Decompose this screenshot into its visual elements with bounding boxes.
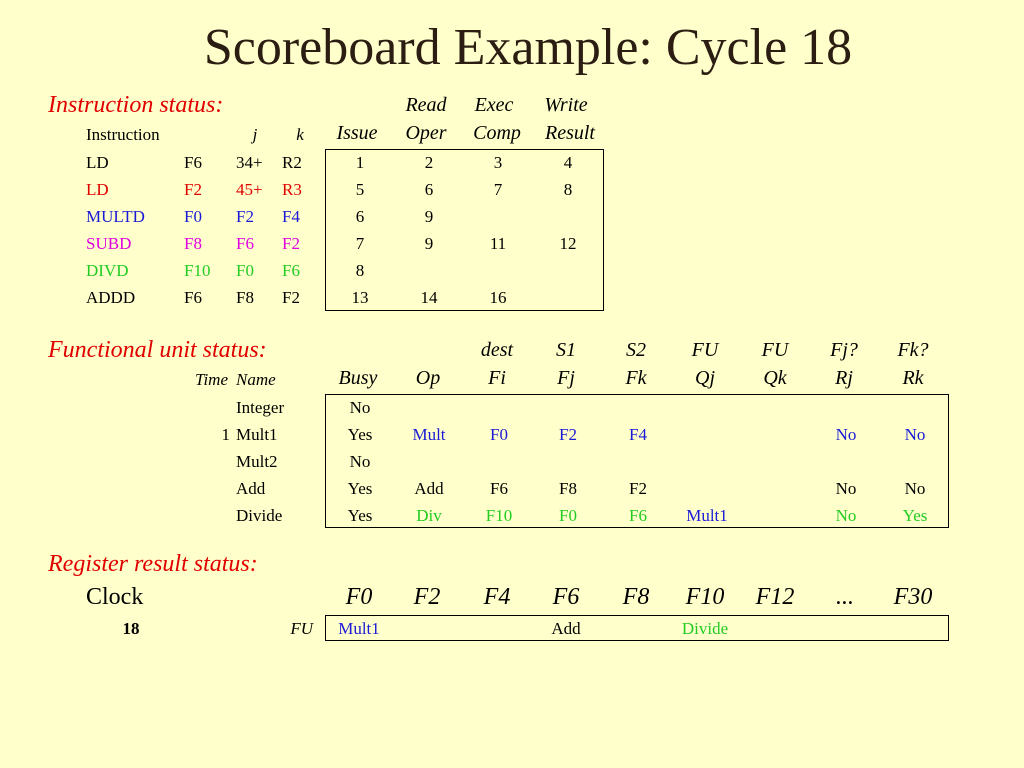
fu-header-rk: Rk	[902, 367, 924, 389]
fu-fj: F8	[559, 479, 577, 498]
fu-rj: No	[835, 506, 857, 525]
fu-header-time: Time	[194, 370, 228, 389]
instr-j: F0	[236, 261, 254, 280]
instr-issue: 6	[355, 207, 365, 226]
fu-rj: No	[835, 425, 857, 444]
fu-rk: No	[904, 479, 926, 498]
fu-fk: F4	[629, 425, 647, 444]
register-value: Add	[551, 619, 581, 638]
instr-op: ADDD	[86, 288, 136, 307]
instr-dest: F0	[184, 207, 202, 226]
instr-j: F6	[236, 234, 254, 253]
instr-issue: 1	[355, 153, 365, 172]
fu-header-fu1: FU	[691, 339, 719, 361]
is-header-read: Read	[405, 94, 447, 116]
instr-j: F2	[236, 207, 254, 226]
fu-name: Mult2	[236, 452, 278, 471]
fu-header-s2: S2	[626, 339, 646, 361]
register-header-F2: F2	[413, 584, 441, 610]
instr-exec-comp: 16	[489, 288, 507, 307]
fu-fi: F6	[490, 479, 508, 498]
fu-header-dest: dest	[480, 339, 514, 361]
fu-header-s1: S1	[556, 339, 576, 361]
instr-write-result: 12	[559, 234, 577, 253]
clock-value: 18	[122, 619, 140, 638]
instr-k: F2	[282, 288, 300, 307]
register-result-box	[325, 615, 949, 641]
fu-busy: Yes	[347, 425, 373, 444]
instr-op: LD	[86, 153, 109, 172]
register-header-F12: F12	[755, 584, 795, 610]
register-header-F8: F8	[622, 584, 650, 610]
fu-name: Integer	[236, 398, 285, 417]
register-header-F10: F10	[685, 584, 725, 610]
fu-name: Divide	[236, 506, 283, 525]
fu-header-name: Name	[236, 370, 276, 389]
fu-fj: F0	[559, 506, 577, 525]
instr-issue: 13	[351, 288, 369, 307]
is-header-oper: Oper	[405, 122, 447, 144]
fu-op: Mult	[412, 425, 446, 444]
instr-dest: F8	[184, 234, 202, 253]
instr-exec-comp: 11	[489, 234, 507, 253]
instr-op: LD	[86, 180, 109, 199]
fu-fk: F2	[629, 479, 647, 498]
instr-k: R3	[282, 180, 302, 199]
fu-header-fu2: FU	[761, 339, 789, 361]
instr-read-oper: 6	[424, 180, 434, 199]
fu-fj: F2	[559, 425, 577, 444]
fu-op: Div	[416, 506, 442, 525]
instr-read-oper: 9	[424, 234, 434, 253]
instruction-status-label: Instruction status:	[48, 92, 224, 118]
fu-rk: Yes	[902, 506, 928, 525]
register-header-: ...	[836, 584, 854, 610]
fu-fi: F10	[485, 506, 513, 525]
fu-op: Add	[414, 479, 444, 498]
fu-busy: No	[349, 398, 371, 417]
instr-write-result: 8	[563, 180, 573, 199]
fu-rj: No	[835, 479, 857, 498]
instr-exec-comp: 7	[493, 180, 503, 199]
fu-busy: No	[349, 452, 371, 471]
fu-busy: Yes	[347, 479, 373, 498]
instr-k: F2	[282, 234, 300, 253]
instr-op: SUBD	[86, 234, 132, 253]
instr-issue: 8	[355, 261, 365, 280]
instr-k: F6	[282, 261, 300, 280]
fu-fk: F6	[629, 506, 647, 525]
instr-dest: F2	[184, 180, 202, 199]
functional-unit-status-label: Functional unit status:	[48, 337, 267, 363]
register-value: Mult1	[338, 619, 380, 638]
instr-dest: F10	[184, 261, 211, 280]
is-header-k: k	[296, 125, 304, 144]
instr-read-oper: 14	[420, 288, 438, 307]
is-header-exec: Exec	[474, 94, 514, 116]
is-header-j: j	[252, 125, 258, 144]
fu-row-label: FU	[290, 619, 313, 638]
fu-header-fk: Fk?	[897, 339, 929, 361]
is-header-issue: Issue	[336, 122, 378, 144]
fu-header-qk: Qk	[763, 367, 787, 389]
fu-rk: No	[904, 425, 926, 444]
instr-issue: 5	[355, 180, 365, 199]
instr-dest: F6	[184, 153, 202, 172]
instruction-status-box	[325, 149, 604, 311]
instr-exec-comp: 3	[493, 153, 503, 172]
instr-op: MULTD	[86, 207, 145, 226]
register-value: Divide	[681, 619, 729, 638]
fu-header-op: Op	[415, 367, 441, 389]
clock-label: Clock	[86, 584, 144, 610]
register-header-F4: F4	[483, 584, 511, 610]
is-header-write: Write	[544, 94, 588, 116]
register-header-F6: F6	[552, 584, 580, 610]
fu-header-rj: Rj	[835, 367, 853, 389]
instr-issue: 7	[355, 234, 365, 253]
is-header-result: Result	[545, 122, 595, 144]
fu-name: Mult1	[236, 425, 278, 444]
register-header-F30: F30	[893, 584, 933, 610]
instr-j: 45+	[236, 180, 263, 199]
fu-header-fk-reg: Fk	[625, 367, 647, 389]
is-header-instruction: Instruction	[86, 125, 160, 144]
fu-name: Add	[236, 479, 266, 498]
fu-header-qj: Qj	[695, 367, 715, 389]
fu-busy: Yes	[347, 506, 373, 525]
fu-header-fj: Fj?	[830, 339, 858, 361]
is-header-comp: Comp	[473, 122, 521, 144]
fu-fi: F0	[490, 425, 508, 444]
slide-title: Scoreboard Example: Cycle 18	[203, 19, 853, 76]
fu-header-busy: Busy	[338, 367, 378, 389]
fu-header-fj-reg: Fj	[557, 367, 575, 389]
register-header-F0: F0	[345, 584, 373, 610]
register-result-status-label: Register result status:	[48, 551, 258, 577]
fu-time: 1	[221, 425, 230, 444]
instr-write-result: 4	[563, 153, 573, 172]
instr-k: F4	[282, 207, 300, 226]
instr-dest: F6	[184, 288, 202, 307]
fu-qj: Mult1	[686, 506, 728, 525]
instr-op: DIVD	[86, 261, 129, 280]
instr-read-oper: 2	[424, 153, 434, 172]
fu-header-fi: Fi	[488, 367, 506, 389]
instr-k: R2	[282, 153, 302, 172]
instr-read-oper: 9	[424, 207, 434, 226]
instr-j: F8	[236, 288, 254, 307]
instr-j: 34+	[236, 153, 263, 172]
